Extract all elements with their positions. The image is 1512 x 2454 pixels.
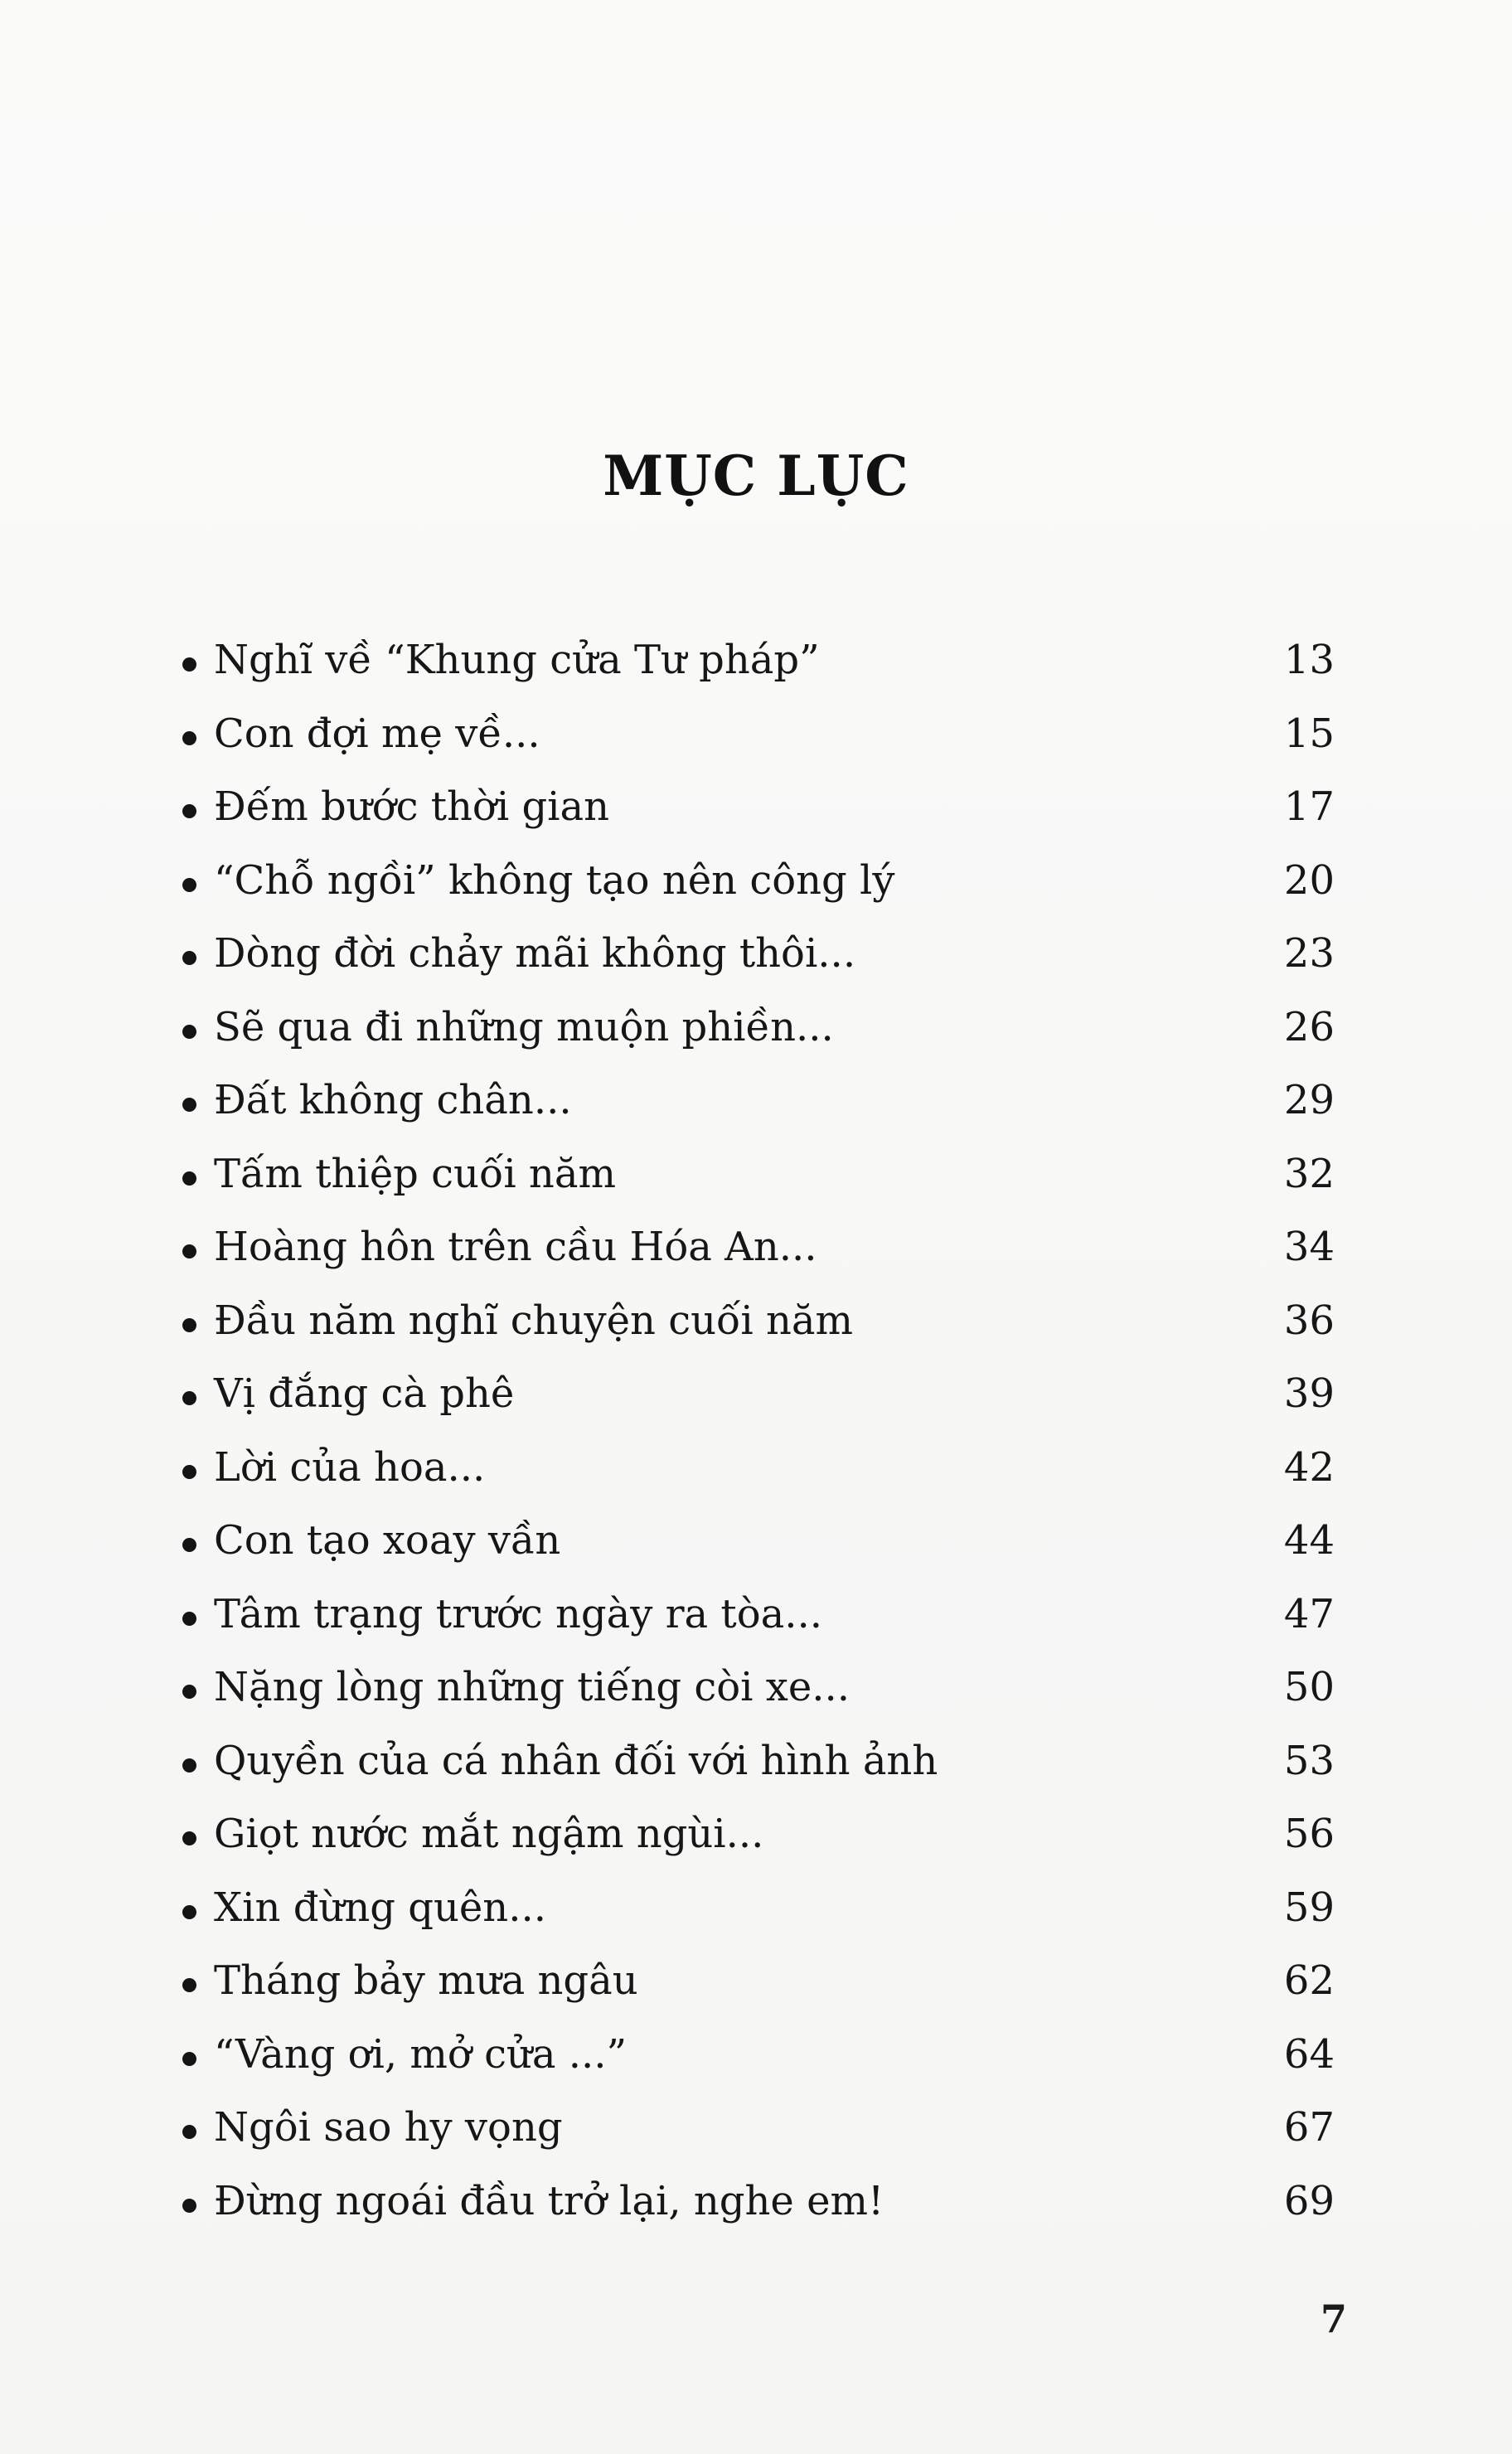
toc-entry-page: 56: [1283, 1811, 1335, 1858]
toc-entry-page: 36: [1283, 1297, 1335, 1344]
bullet-icon: [182, 878, 196, 892]
toc-entry: [182, 844, 1335, 918]
toc-entry: [182, 1871, 1335, 1945]
bullet-icon: [182, 2052, 196, 2066]
toc-entry-page: 20: [1283, 856, 1335, 904]
toc-entry: [182, 1431, 1335, 1505]
toc-entry-title: Đừng ngoái đầu trở lại, nghe em!: [214, 2177, 884, 2224]
toc-entry: [182, 991, 1335, 1065]
bullet-icon: [182, 1978, 196, 1992]
toc-entry-page: 62: [1283, 1957, 1335, 2005]
toc-entry-title: Tấm thiệp cuối năm: [214, 1150, 616, 1197]
bullet-icon: [182, 804, 196, 818]
bullet-icon: [182, 1758, 196, 1773]
bullet-icon: [182, 1391, 196, 1405]
toc-entry: [182, 1724, 1335, 1798]
toc-entry: [182, 2091, 1335, 2165]
toc-entry: [182, 2018, 1335, 2092]
toc-entry-page: 44: [1283, 1517, 1335, 1564]
bullet-icon: [182, 1685, 196, 1699]
toc-entry: [182, 1944, 1335, 2018]
toc-entry-title: Đầu năm nghĩ chuyện cuối năm: [214, 1297, 854, 1344]
toc-entry-title: “Vàng ơi, mở cửa ...”: [214, 2030, 628, 2078]
toc-entry-title: Sẽ qua đi những muộn phiền...: [214, 1003, 834, 1050]
toc-entry-title: Đất không chân...: [214, 1077, 572, 1124]
toc-entry-page: 15: [1283, 710, 1335, 757]
toc-entry-page: 39: [1283, 1370, 1335, 1418]
toc-title: MỤC LỤC: [603, 444, 909, 508]
toc-entry-page: 64: [1283, 2030, 1335, 2078]
toc-entry: [182, 917, 1335, 991]
toc-entry: [182, 1284, 1335, 1358]
toc-entry-title: Tháng bảy mưa ngâu: [214, 1957, 638, 2005]
toc-entry-title: Lời của hoa...: [214, 1443, 486, 1491]
toc-entry: [182, 1357, 1335, 1431]
bullet-icon: [182, 1244, 196, 1259]
toc-entry: [182, 1504, 1335, 1578]
toc-entry-title: Nặng lòng những tiếng còi xe...: [214, 1664, 850, 1711]
toc-entry-title: Con đợi mẹ về...: [214, 710, 540, 757]
toc-entry-page: 13: [1283, 637, 1335, 684]
toc-entry: [182, 623, 1335, 697]
toc-entry-page: 47: [1283, 1590, 1335, 1637]
toc-entry-title: “Chỗ ngồi” không tạo nên công lý: [214, 856, 895, 904]
bullet-icon: [182, 1171, 196, 1186]
bullet-icon: [182, 951, 196, 965]
bullet-icon: [182, 1612, 196, 1626]
toc-entry-title: Xin đừng quên...: [214, 1884, 546, 1931]
toc-entry-page: 67: [1283, 2104, 1335, 2151]
toc-entry-page: 69: [1283, 2177, 1335, 2224]
toc-entry: [182, 1578, 1335, 1651]
bullet-icon: [182, 1905, 196, 1919]
toc-entry: [182, 1651, 1335, 1724]
toc-entry-title: Con tạo xoay vần: [214, 1517, 561, 1564]
toc-entry: [182, 1137, 1335, 1211]
bullet-icon: [182, 1538, 196, 1552]
toc-entry-page: 42: [1283, 1443, 1335, 1491]
toc-entry-title: Đếm bước thời gian: [214, 783, 610, 831]
toc-entry-page: 32: [1283, 1150, 1335, 1197]
bullet-icon: [182, 1098, 196, 1112]
toc-entry: [182, 1064, 1335, 1137]
toc-entry-page: 26: [1283, 1003, 1335, 1050]
bullet-icon: [182, 1025, 196, 1039]
toc-entry-title: Nghĩ về “Khung cửa Tư pháp”: [214, 637, 820, 684]
toc-entry: [182, 2165, 1335, 2238]
toc-entry-title: Quyền của cá nhân đối với hình ảnh: [214, 1737, 938, 1784]
toc-list: [182, 623, 1335, 2238]
bullet-icon: [182, 2125, 196, 2139]
toc-entry-page: 50: [1283, 1664, 1335, 1711]
bullet-icon: [182, 2199, 196, 2213]
toc-entry-title: Dòng đời chảy mãi không thôi...: [214, 930, 856, 977]
toc-entry: [182, 1797, 1335, 1871]
bullet-icon: [182, 657, 196, 672]
toc-entry-page: 59: [1283, 1884, 1335, 1931]
toc-entry-title: Ngôi sao hy vọng: [214, 2104, 563, 2151]
toc-entry-page: 29: [1283, 1077, 1335, 1124]
toc-entry-title: Giọt nước mắt ngậm ngùi...: [214, 1811, 764, 1858]
toc-entry-page: 53: [1283, 1737, 1335, 1784]
toc-entry-page: 34: [1283, 1224, 1335, 1271]
toc-entry: [182, 770, 1335, 844]
toc-entry: [182, 1210, 1335, 1284]
toc-entry-title: Tâm trạng trước ngày ra tòa...: [214, 1590, 822, 1637]
bullet-icon: [182, 1831, 196, 1845]
bullet-icon: [182, 1465, 196, 1479]
toc-entry-page: 23: [1283, 930, 1335, 977]
toc-entry-title: Vị đắng cà phê: [214, 1370, 515, 1418]
bullet-icon: [182, 1318, 196, 1332]
bullet-icon: [182, 731, 196, 745]
toc-entry: [182, 697, 1335, 771]
toc-entry-title: Hoàng hôn trên cầu Hóa An...: [214, 1224, 817, 1271]
page-number: 7: [1320, 2296, 1347, 2341]
toc-entry-page: 17: [1283, 783, 1335, 831]
